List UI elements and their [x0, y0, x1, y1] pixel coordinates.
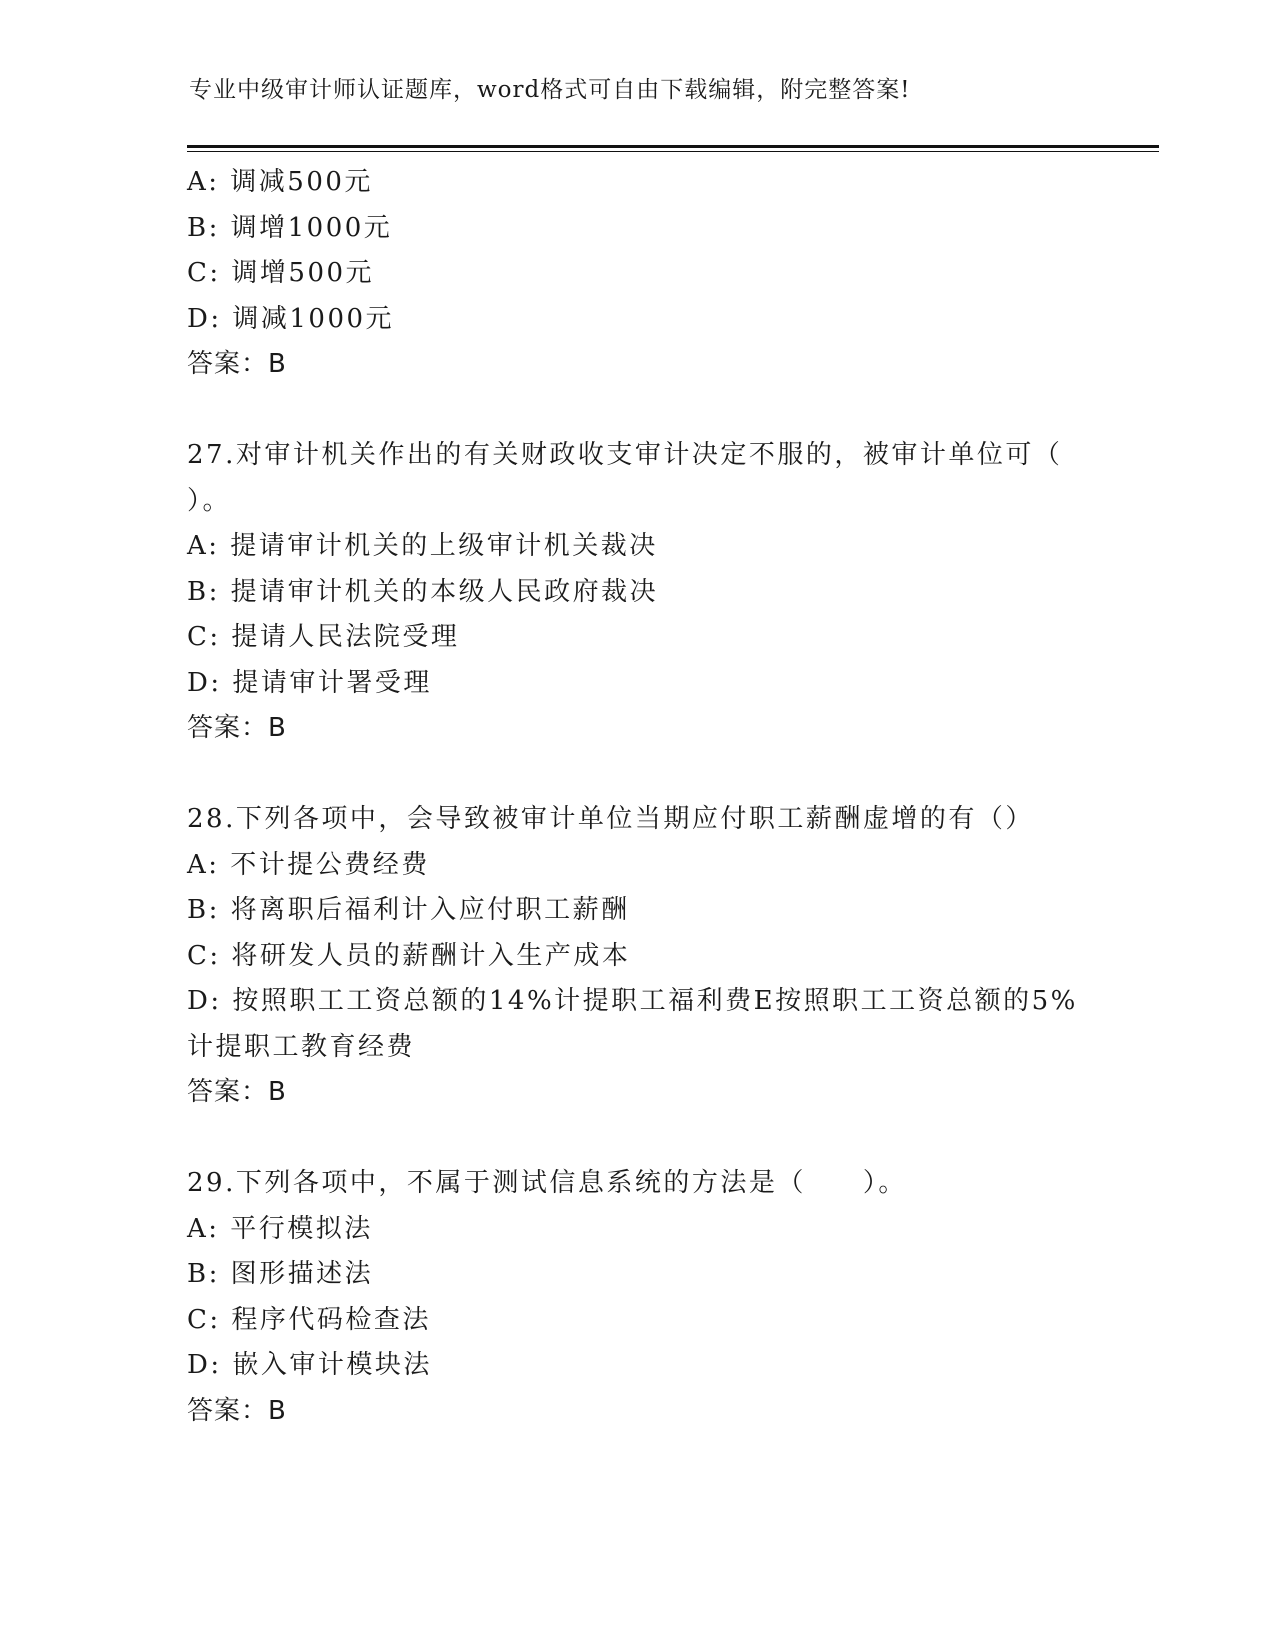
question-26 — [187, 160, 1147, 388]
question-28 — [187, 797, 1147, 1116]
answer: 答案：B — [187, 1395, 287, 1426]
option-a: A: 调减500元 — [187, 167, 373, 197]
answer: 答案：B — [187, 1077, 287, 1107]
spacer — [187, 752, 1147, 798]
option-d-continued: 计提职工教育经费 — [187, 1031, 416, 1062]
spacer — [187, 388, 1147, 434]
document-body — [187, 160, 1147, 1434]
question-27 — [187, 433, 1147, 752]
option-a: A: 不计提公费经费 — [187, 849, 430, 880]
spacer — [187, 1116, 1147, 1162]
option-d: D: 嵌入审计模块法 — [187, 1350, 432, 1380]
option-d: D: 调减1000元 — [187, 303, 395, 334]
option-d: D: 按照职工工资总额的14%计提职工福利费E按照职工工资总额的5% — [187, 986, 1078, 1016]
question-29 — [187, 1161, 1147, 1434]
question-stem-continued: ）。 — [187, 485, 232, 516]
question-stem: 27.对审计机关作出的有关财政收支审计决定不服的，被审计单位可（ — [187, 440, 1063, 470]
option-a: A: 提请审计机关的上级审计机关裁决 — [187, 531, 658, 561]
question-stem: 28.下列各项中，会导致被审计单位当期应付职工薪酬虚增的有（） — [187, 804, 1034, 834]
answer: 答案：B — [187, 713, 287, 743]
option-b: B: 将离职后福利计入应付职工薪酬 — [187, 895, 630, 925]
option-b: B: 提请审计机关的本级人民政府裁决 — [187, 576, 659, 607]
page-header: 专业中级审计师认证题库，word格式可自由下载编辑，附完整答案! — [189, 77, 911, 103]
header-rule-thick — [187, 145, 1159, 148]
option-c: C: 提请人民法院受理 — [187, 622, 460, 652]
option-c: C: 程序代码检查法 — [187, 1304, 431, 1335]
option-c: C: 调增500元 — [187, 258, 375, 288]
option-c: C: 将研发人员的薪酬计入生产成本 — [187, 940, 631, 971]
answer: 答案：B — [187, 349, 287, 379]
header-rule-thin — [187, 151, 1159, 152]
option-a: A: 平行模拟法 — [187, 1213, 373, 1244]
option-b: B: 图形描述法 — [187, 1259, 374, 1289]
question-stem: 29.下列各项中，不属于测试信息系统的方法是（ ）。 — [187, 1168, 907, 1198]
option-d: D: 提请审计署受理 — [187, 667, 432, 698]
option-b: B: 调增1000元 — [187, 212, 393, 243]
